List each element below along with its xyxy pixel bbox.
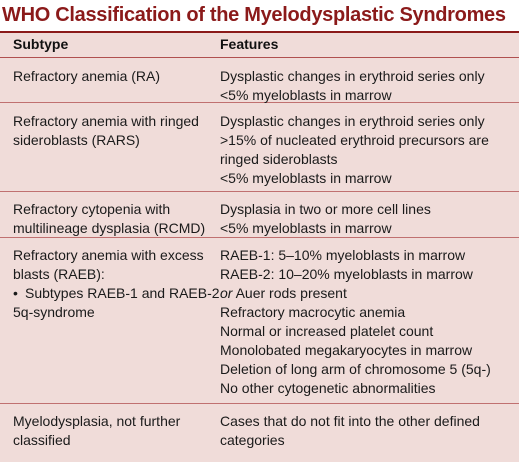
or-label: or	[220, 285, 233, 301]
feature-text: RAEB-2: 10–20% myeloblasts in marrow	[220, 266, 473, 282]
feature-text: Monolobated megakaryocytes in marrow	[220, 342, 473, 358]
feature-text: <5% myeloblasts in marrow	[220, 220, 392, 236]
feature-text: Dysplasia in two or more cell lines	[220, 201, 431, 217]
subtype-cell	[13, 246, 220, 322]
subtype-cell	[13, 412, 213, 450]
features-cell	[220, 412, 516, 450]
features-cell	[220, 200, 516, 238]
table-row	[0, 404, 519, 460]
feature-text: Auer rods present	[235, 285, 347, 301]
table-row	[0, 192, 519, 238]
subtype-bullet-item	[13, 284, 220, 303]
feature-text: RAEB-1: 5–10% myeloblasts in marrow	[220, 247, 466, 263]
feature-text: >15% of nucleated erythroid precursors are	[220, 132, 489, 148]
subtype-text: sideroblasts (RARS)	[13, 132, 140, 148]
subtype-cell	[13, 112, 213, 150]
subtype-cell	[13, 200, 213, 238]
feature-text: Dysplastic changes in erythroid series only	[220, 113, 485, 129]
feature-text: Refractory macrocytic anemia	[220, 304, 406, 320]
subtype-text: Refractory anemia (RA)	[13, 68, 161, 84]
subtype-text: Refractory anemia with excess	[13, 247, 204, 263]
bullet-icon: •	[13, 285, 18, 301]
subtype-text: Myelodysplasia, not further	[13, 413, 181, 429]
feature-text: Deletion of long arm of chromosome 5 (5q-)	[220, 361, 491, 377]
features-cell	[220, 112, 516, 188]
feature-text: categories	[220, 432, 285, 448]
table-header	[0, 33, 519, 58]
features-cell	[220, 246, 516, 398]
subtype-cell	[13, 67, 213, 86]
feature-text: ringed sideroblasts	[220, 151, 338, 167]
table-row	[0, 238, 519, 404]
subtype-text: Subtypes RAEB-1 and RAEB-2	[25, 285, 220, 301]
feature-text: Dysplastic changes in erythroid series only	[220, 68, 485, 84]
subtype-text: classified	[13, 432, 71, 448]
feature-text: <5% myeloblasts in marrow	[220, 170, 392, 186]
feature-text: Normal or increased platelet count	[220, 323, 434, 339]
subtype-text: Refractory cytopenia with	[13, 201, 171, 217]
table-title: WHO Classification of the Myelodysplastic Syndromes	[2, 4, 506, 26]
header-subtype: Subtype	[13, 36, 69, 52]
subtype-text: 5q-syndrome	[13, 304, 95, 320]
feature-auer-line	[220, 284, 516, 303]
subtype-text: blasts (RAEB):	[13, 266, 105, 282]
feature-text: <5% myeloblasts in marrow	[220, 87, 392, 103]
table-row	[0, 58, 519, 103]
subtype-text: multilineage dysplasia (RCMD)	[13, 220, 206, 236]
feature-text: Cases that do not fit into the other defined	[220, 413, 480, 429]
features-cell	[220, 67, 516, 105]
subtype-text: Refractory anemia with ringed	[13, 113, 199, 129]
header-features: Features	[220, 36, 279, 52]
classification-table	[0, 31, 519, 462]
feature-text: No other cytogenetic abnormalities	[220, 380, 436, 396]
table-row	[0, 103, 519, 192]
